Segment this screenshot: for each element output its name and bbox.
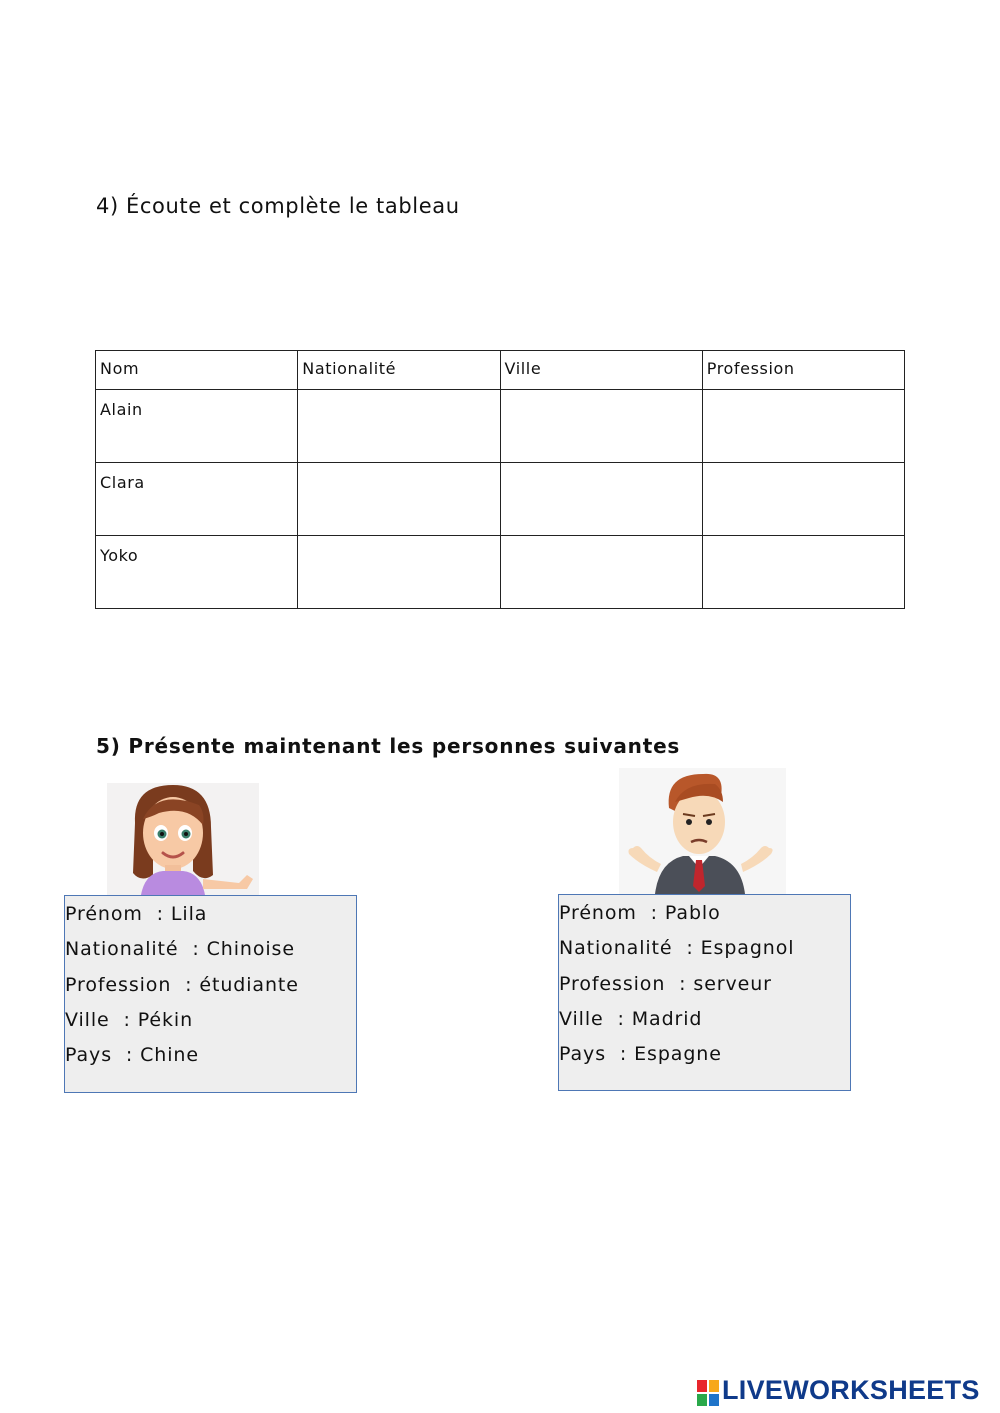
liveworksheets-brand[interactable]: LIVEWORKSHEETS [722, 1375, 980, 1405]
card-label: Ville [559, 1007, 604, 1030]
answer-cell[interactable] [298, 536, 500, 609]
card-line-profession: Profession : étudiante [65, 971, 356, 1006]
card-label: Nationalité [65, 938, 179, 961]
girl-avatar-icon [107, 783, 259, 895]
card-label: Prénom [65, 903, 143, 925]
cell-name: Clara [96, 463, 298, 536]
card-value: Lila [170, 903, 208, 925]
table-header-row [96, 351, 905, 390]
completion-table [95, 350, 905, 609]
card-value: Espagne [634, 1043, 722, 1066]
person-card-lila [64, 895, 357, 1093]
answer-cell[interactable] [500, 390, 702, 463]
card-line-ville: Ville : Madrid [559, 1005, 850, 1040]
card-label: Profession [559, 972, 666, 995]
card-value: Espagnol [700, 937, 795, 960]
card-value: Madrid [631, 1007, 703, 1030]
card-value: étudiante [199, 973, 299, 996]
girl-avatar-image [107, 783, 259, 895]
header-ville: Ville [500, 351, 702, 390]
header-nom: Nom [96, 351, 298, 390]
card-line-nationalite: Nationalité : Chinoise [65, 935, 356, 970]
card-value: serveur [693, 972, 772, 995]
card-label: Ville [65, 1008, 110, 1031]
card-label: Profession [65, 973, 172, 996]
header-profession: Profession [702, 351, 904, 390]
card-line-prenom: Prénom : Pablo [559, 899, 850, 934]
card-line-prenom: Prénom : Lila [65, 900, 356, 935]
card-line-ville: Ville : Pékin [65, 1006, 356, 1041]
card-value: Chinoise [206, 938, 295, 961]
businessman-avatar-icon [619, 768, 786, 894]
cell-name: Alain [96, 390, 298, 463]
card-line-profession: Profession : serveur [559, 970, 850, 1005]
card-line-pays: Pays : Chine [65, 1041, 356, 1076]
card-label: Nationalité [559, 937, 673, 960]
exercise-4-title: 4) Écoute et complète le tableau [96, 194, 460, 218]
card-line-nationalite: Nationalité : Espagnol [559, 934, 850, 969]
cell-name: Yoko [96, 536, 298, 609]
answer-cell[interactable] [298, 390, 500, 463]
card-label: Prénom [559, 902, 637, 924]
answer-cell[interactable] [702, 463, 904, 536]
answer-cell[interactable] [500, 463, 702, 536]
table-row [96, 536, 905, 609]
card-label: Pays [559, 1043, 606, 1066]
card-value: Chine [140, 1044, 199, 1067]
answer-cell[interactable] [702, 536, 904, 609]
table-row [96, 390, 905, 463]
exercise-5-title: 5) Présente maintenant les personnes suivantes [96, 734, 681, 758]
answer-cell[interactable] [298, 463, 500, 536]
liveworksheets-logo-icon [697, 1378, 721, 1408]
businessman-avatar-image [619, 768, 786, 894]
card-label: Pays [65, 1044, 112, 1067]
answer-cell[interactable] [702, 390, 904, 463]
card-value: Pékin [137, 1008, 194, 1031]
card-value: Pablo [664, 902, 721, 924]
card-line-pays: Pays : Espagne [559, 1040, 850, 1075]
table-row [96, 463, 905, 536]
header-nationalite: Nationalité [298, 351, 500, 390]
person-card-pablo [558, 894, 851, 1091]
answer-cell[interactable] [500, 536, 702, 609]
